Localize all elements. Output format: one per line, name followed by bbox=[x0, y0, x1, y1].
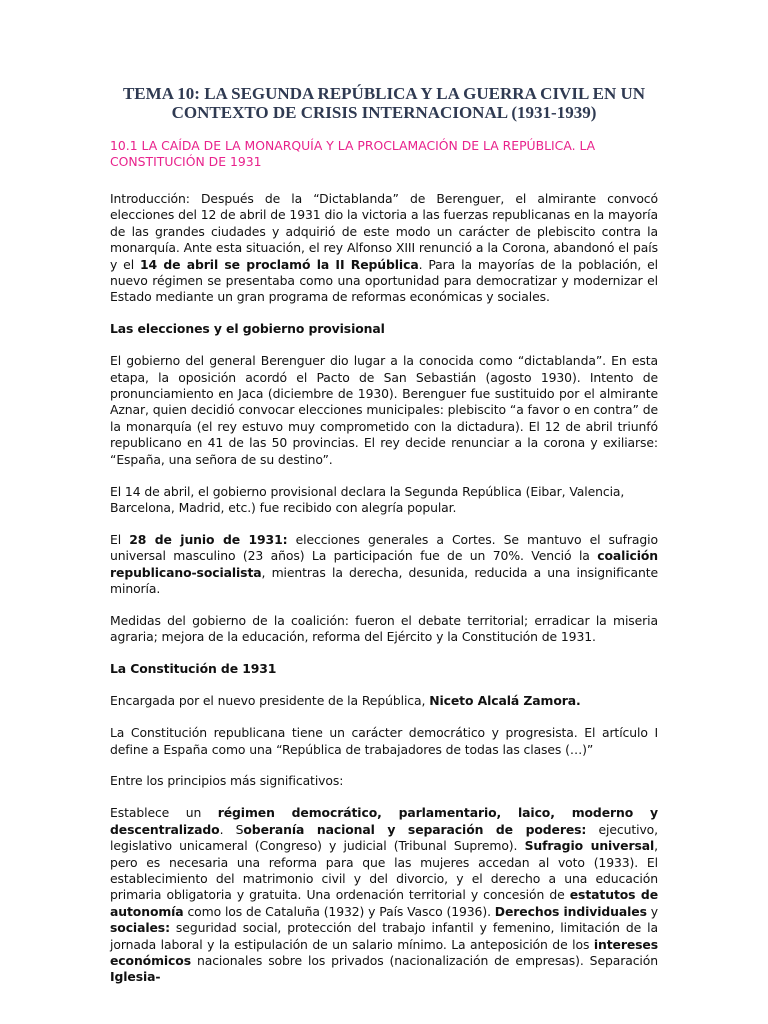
subheading-constitucion: La Constitución de 1931 bbox=[110, 661, 277, 677]
paragraph-principios: Entre los principios más significativos: bbox=[110, 773, 344, 789]
paragraph-encargada: Encargada por el nuevo presidente de la República, Niceto Alcalá Zamora. bbox=[110, 693, 581, 709]
section-heading-line-2: CONSTITUCIÓN DE 1931 bbox=[110, 154, 262, 169]
intro-paragraph: Introducción: Después de la “Dictablanda” de Berenguer, el almirante convocó elecciones del 12 de abril de 1931 dio la victoria a las fuerzas republicanas en la mayoría de las grandes ciudades y adquirió de este modo un carácter de plebiscito contra la monarquía. Ante esta situación, el rey Alfonso XIII renunció a la Corona, abandonó el país y el 14 de abril se proclamó la II República. Para la mayorías de la población, el nuevo régimen se presentaba como una oportunidad para democratizar y modernizar el Estado mediante un gran programa de reformas económicas y sociales. bbox=[110, 191, 658, 305]
subheading-elecciones: Las elecciones y el gobierno provisional bbox=[110, 321, 385, 337]
title-line-2: CONTEXTO DE CRISIS INTERNACIONAL (1931-1939) bbox=[171, 103, 597, 122]
paragraph-caracter: La Constitución republicana tiene un carácter democrático y progresista. El artículo I define a España como una “República de trabajadores de todas las clases (…)” bbox=[110, 725, 658, 757]
section-heading-line-1: 10.1 LA CAÍDA DE LA MONARQUÍA Y LA PROCLAMACIÓN DE LA REPÚBLICA. LA bbox=[110, 138, 596, 153]
section-heading bbox=[110, 138, 658, 170]
paragraph-berenguer: El gobierno del general Berenguer dio lugar a la conocida como “dictablanda”. En esta etapa, la oposición acordó el Pacto de San Sebastián (agosto 1930). Intento de pronunciamiento en Jaca (diciembre de 1930). Berenguer fue sustituido por el almirante Aznar, quien decidió convocar elecciones municipales: plebiscito “a favor o en contra” de la monarquía (el rey estuvo muy comprometido con la dictadura). El 12 de abril triunfó republicano en 41 de las 50 provincias. El rey decide renunciar a la corona y exiliarse: “España, una señora de su destino”. bbox=[110, 353, 658, 467]
title-line-1: TEMA 10: LA SEGUNDA REPÚBLICA Y LA GUERRA CIVIL EN UN bbox=[122, 84, 646, 103]
paragraph-establece: Establece un régimen democrático, parlamentario, laico, moderno y descentralizado. Soberanía nacional y separación de poderes: ejecutivo, legislativo unicameral (Congreso) y judicial (Tribunal Supremo). Sufragio universal, pero es necesaria una reforma para que las mujeres accedan al voto (1933). El establecimiento del matrimonio civil y del divorcio, y el derecho a una educación primaria obligatoria y gratuita. Una ordenación territorial y concesión de estatutos de autonomía como los de Cataluña (1932) y País Vasco (1936). Derechos individuales y sociales: seguridad social, protección del trabajo infantil y femenino, limitación de la jornada laboral y la estipulación de un salario mínimo. La anteposición de los intereses económicos nacionales sobre los privados (nacionalización de empresas). Separación Iglesia- bbox=[110, 805, 659, 985]
document-title bbox=[110, 84, 658, 122]
paragraph-28-junio: El 28 de junio de 1931: elecciones generales a Cortes. Se mantuvo el sufragio universal masculino (23 años) La participación fue de un 70%. Venció la coalición republicano-socialista, mientras la derecha, desunida, reducida a una insignificante minoría. bbox=[110, 531, 658, 597]
paragraph-14-abril: El 14 de abril, el gobierno provisional declara la Segunda República (Eibar, Valencia, Barcelona, Madrid, etc.) fue recibido con alegría popular. bbox=[110, 483, 625, 515]
paragraph-medidas: Medidas del gobierno de la coalición: fueron el debate territorial; erradicar la miseria agraria; mejora de la educación, reforma del Ejército y la Constitución de 1931. bbox=[110, 613, 658, 645]
